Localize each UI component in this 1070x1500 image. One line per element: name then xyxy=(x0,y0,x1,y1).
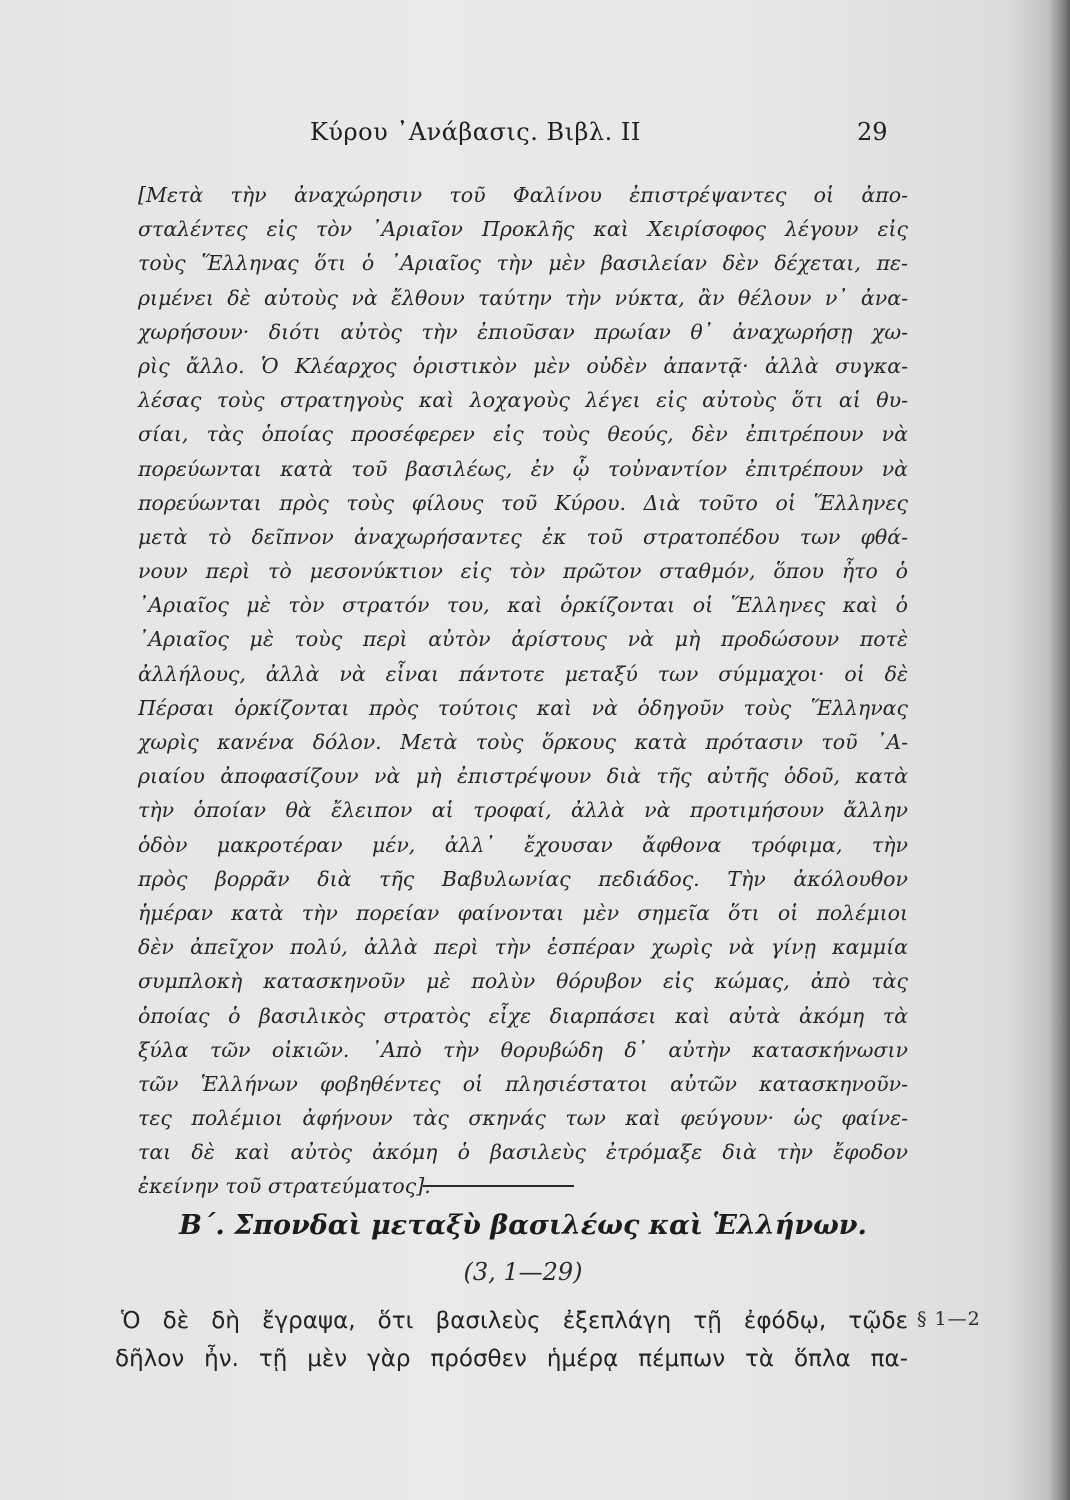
summary-line: ἐκείνην τοῦ στρατεύματος]. xyxy=(138,1174,431,1199)
original-text-line: Ὁ δὲ δὴ ἔγραψα, ὅτι βασιλεὺς ἐξεπλάγη τῇ ἐφόδῳ, τῷδε xyxy=(121,1308,908,1334)
section-divider xyxy=(423,1185,574,1187)
summary-line: τες πολέμιοι ἀφήνουν τὰς σκηνάς των καὶ φεύγουν· ὡς φαίνε- xyxy=(138,1106,908,1131)
summary-line: Πέρσαι ὁρκίζονται πρὸς τούτοις καὶ νὰ ὁδηγοῦν τοὺς Ἕλληνας xyxy=(138,695,908,720)
summary-line: ρὶς ἄλλο. Ὁ Κλέαρχος ὁριστικὸν μὲν οὐδὲν ἀπαντᾷ· ἀλλὰ συγκα- xyxy=(138,353,908,378)
summary-line: ἀλλήλους, ἀλλὰ νὰ εἶναι πάντοτε μεταξύ των σύμμαχοι· οἱ δὲ xyxy=(138,661,908,686)
summary-line: ριμένει δὲ αὐτοὺς νὰ ἔλθουν ταύτην τὴν νύκτα, ἂν θέλουν ν᾿ ἀνα- xyxy=(138,285,908,310)
summary-line: τὴν ὁποίαν θὰ ἔλειπον αἱ τροφαί, ἀλλὰ νὰ προτιμήσουν ἄλλην xyxy=(138,798,908,823)
page-header xyxy=(0,118,1070,158)
summary-line: χωρὶς κανένα δόλον. Μετὰ τοὺς ὅρκους κατὰ πρότασιν τοῦ ᾿Α- xyxy=(138,730,908,754)
summary-line: νουν περὶ τὸ μεσονύκτιον εἰς τὸν πρῶτον σταθμόν, ὅπου ἦτο ὁ xyxy=(138,559,908,584)
section-reference: (3, 1—29) xyxy=(463,1258,583,1286)
section-heading: Β΄. Σπονδαὶ μεταξὺ βασιλέως καὶ Ἑλλήνων. xyxy=(179,1210,867,1241)
page-edge-shadow xyxy=(1048,0,1070,1500)
summary-line: ριαίου ἀποφασίζουν νὰ μὴ ἐπιστρέψουν διὰ τῆς αὐτῆς ὁδοῦ, κατὰ xyxy=(138,764,908,789)
summary-line: τῶν Ἑλλήνων φοβηθέντες οἱ πλησιέστατοι αὐτῶν κατασκηνοῦν- xyxy=(138,1071,908,1096)
summary-line: σταλέντες εἰς τὸν ᾿Αριαῖον Προκλῆς καὶ Χειρίσοφος λέγουν εἰς xyxy=(138,217,908,242)
summary-line: μετὰ τὸ δεῖπνον ἀναχωρήσαντες ἐκ τοῦ στρατοπέδου των φθά- xyxy=(138,524,908,549)
summary-line: χωρήσουν· διότι αὐτὸς τὴν ἐπιοῦσαν πρωίαν θ᾿ ἀναχωρήσῃ χω- xyxy=(138,319,908,344)
summary-line: πορεύωνται πρὸς τοὺς φίλους τοῦ Κύρου. Διὰ τοῦτο οἱ Ἕλληνες xyxy=(138,490,908,515)
summary-line: [Μετὰ τὴν ἀναχώρησιν τοῦ Φαλίνου ἐπιστρέψαντες οἱ ἀπο- xyxy=(138,183,908,207)
summary-line: πρὸς βορρᾶν διὰ τῆς Βαβυλωνίας πεδιάδος. Τὴν ἀκόλουθον xyxy=(138,866,908,891)
summary-line: ᾿Αριαῖος μὲ τὸν στρατόν του, καὶ ὁρκίζονται οἱ Ἕλληνες καὶ ὁ xyxy=(138,593,908,618)
summary-line: λέσας τοὺς στρατηγοὺς καὶ λοχαγοὺς λέγει εἰς αὐτοὺς ὅτι αἱ θυ- xyxy=(138,388,908,413)
summary-line: ᾿Αριαῖος μὲ τοὺς περὶ αὐτὸν ἀρίστους νὰ μὴ προδώσουν ποτὲ xyxy=(138,627,908,652)
summary-line: ται δὲ καὶ αὐτὸς ἀκόμη ὁ βασιλεὺς ἐτρόμαξε διὰ τὴν ἔφοδον xyxy=(138,1140,908,1165)
summary-line: ξύλα τῶν οἰκιῶν. ᾿Απὸ τὴν θορυβώδη δ᾿ αὐτὴν κατασκήνωσιν xyxy=(138,1037,908,1062)
summary-line: ὁδὸν μακροτέραν μέν, ἀλλ᾿ ἔχουσαν ἄφθονα τρόφιμα, τὴν xyxy=(138,832,908,857)
marginal-section-note: § 1—2 xyxy=(917,1308,981,1330)
summary-line: δὲν ἀπεῖχον πολύ, ἀλλὰ περὶ τὴν ἑσπέραν χωρὶς νὰ γίνῃ καμμία xyxy=(138,935,908,960)
running-title: Κύρου ᾿Ανάβασις. Βιβλ. ΙΙ xyxy=(310,118,641,146)
original-text-paragraph xyxy=(115,1302,908,1378)
original-text-line: δῆλον ἦν. τῇ μὲν γὰρ πρόσθεν ἡμέρᾳ πέμπων τὰ ὅπλα πα- xyxy=(115,1346,908,1372)
summary-line: πορεύωνται κατὰ τοῦ βασιλέως, ἐν ᾧ τοὐναντίον ἐπιτρέπουν νὰ xyxy=(138,456,908,481)
summary-line: ἡμέραν κατὰ τὴν πορείαν φαίνονται μὲν σημεῖα ὅτι οἱ πολέμιοι xyxy=(138,900,908,925)
summary-paragraph xyxy=(138,178,908,1204)
summary-line: σίαι, τὰς ὁποίας προσέφερεν εἰς τοὺς θεούς, δὲν ἐπιτρέπουν νὰ xyxy=(138,422,908,447)
summary-line: τοὺς Ἕλληνας ὅτι ὁ ᾿Αριαῖος τὴν μὲν βασιλείαν δὲν δέχεται, πε- xyxy=(138,251,908,276)
summary-line: ὁποίας ὁ βασιλικὸς στρατὸς εἶχε διαρπάσει καὶ αὐτὰ ἀκόμη τὰ xyxy=(138,1003,908,1028)
summary-line: συμπλοκὴ κατασκηνοῦν μὲ πολὺν θόρυβον εἰς κώμας, ἀπὸ τὰς xyxy=(138,969,908,994)
page-number: 29 xyxy=(857,118,888,146)
